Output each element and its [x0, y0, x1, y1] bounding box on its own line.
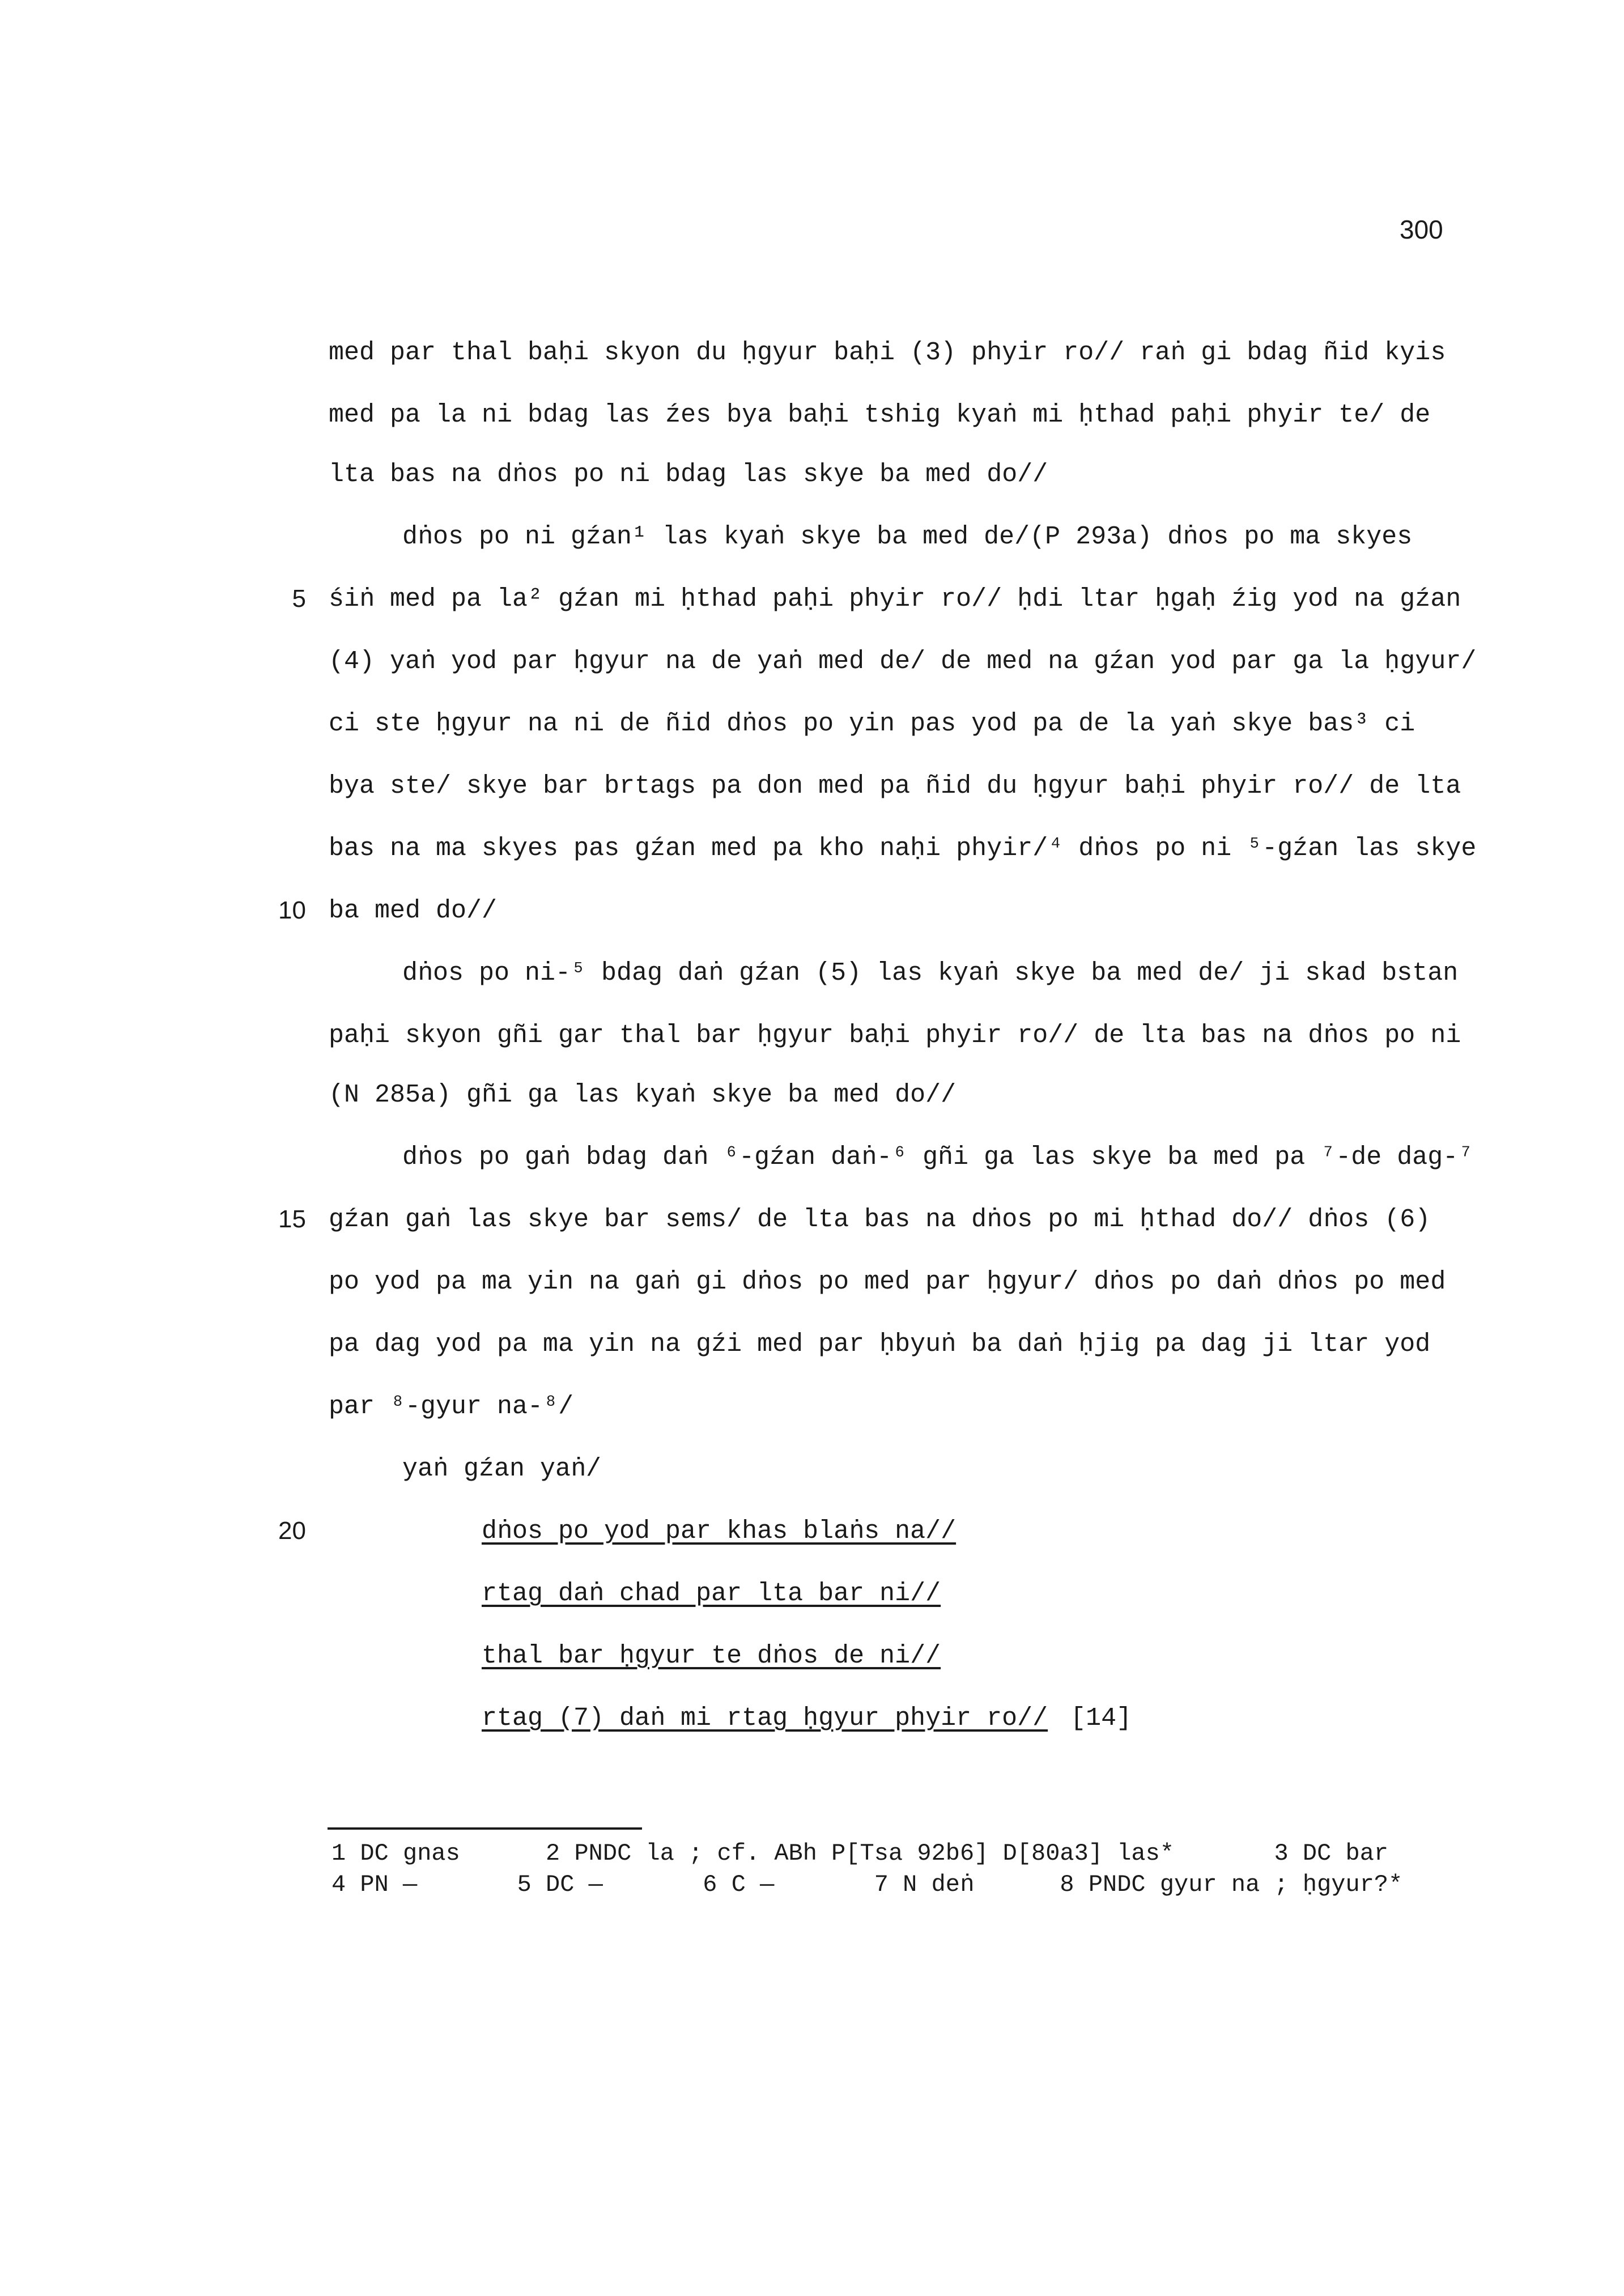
- page-number: 300: [1400, 215, 1443, 244]
- footnote-line: 1 DC gnas 2 PNDC la ; cf. ABh P[Tsa 92b6] D[80a3] las* 3 DC bar: [331, 1840, 1389, 1867]
- text-line: dṅos po gaṅ bdag daṅ ⁶-gźan daṅ-⁶ gñi ga las skye ba med pa ⁷-de dag-⁷: [402, 1143, 1474, 1172]
- footnote-divider: [328, 1827, 642, 1830]
- text-line: gźan gaṅ las skye bar sems/ de lta bas na dṅos po mi ḥthad do// dṅos (6): [329, 1205, 1431, 1234]
- text-line: dṅos po ni gźan¹ las kyaṅ skye ba med de/(P 293a) dṅos po ma skyes: [402, 522, 1413, 551]
- text-line: yaṅ gźan yaṅ/: [402, 1455, 602, 1483]
- text-line: par ⁸-gyur na-⁸/: [329, 1392, 574, 1421]
- footnote-line: 4 PN — 5 DC — 6 C — 7 N deṅ 8 PNDC gyur na ; ḥgyur?*: [331, 1871, 1403, 1898]
- text-line: ci ste ḥgyur na ni de ñid dṅos po yin pas yod pa de la yaṅ skye bas³ ci: [329, 709, 1415, 738]
- text-line: bas na ma skyes pas gźan med pa kho naḥi phyir/⁴ dṅos po ni ⁵-gźan las skye: [329, 834, 1477, 863]
- text-line: pa dag yod pa ma yin na gźi med par ḥbyuṅ ba daṅ ḥjig pa dag ji ltar yod: [329, 1330, 1431, 1359]
- line-number: 5: [292, 585, 306, 613]
- text-line: lta bas na dṅos po ni bdag las skye ba med do//: [329, 460, 1048, 489]
- verse-line-text: thal bar ḥgyur te dṅos de ni//: [482, 1642, 941, 1670]
- text-line: paḥi skyon gñi gar thal bar ḥgyur baḥi phyir ro// de lta bas na dṅos po ni: [329, 1021, 1461, 1050]
- line-number: 15: [278, 1205, 306, 1233]
- line-number: 10: [278, 896, 306, 924]
- text-line: bya ste/ skye bar brtags pa don med pa ñid du ḥgyur baḥi phyir ro// de lta: [329, 772, 1461, 801]
- line-number: 20: [278, 1517, 306, 1545]
- verse-line: [482, 1519, 1624, 1544]
- text-line: med par thal baḥi skyon du ḥgyur baḥi (3) phyir ro// raṅ gi bdag ñid kyis: [329, 338, 1446, 367]
- text-line: ba med do//: [329, 896, 498, 925]
- verse-line-text: rtag (7) daṅ mi rtag ḥgyur phyir ro//: [482, 1704, 1048, 1733]
- verse-line: [482, 1706, 1624, 1731]
- section-number: [14]: [1070, 1704, 1132, 1733]
- text-line: (N 285a) gñi ga las kyaṅ skye ba med do//: [329, 1081, 956, 1109]
- text-line: (4) yaṅ yod par ḥgyur na de yaṅ med de/ de med na gźan yod par ga la ḥgyur/: [329, 647, 1477, 676]
- text-line: med pa la ni bdag las źes bya baḥi tshig kyaṅ mi ḥthad paḥi phyir te/ de: [329, 401, 1431, 430]
- verse-line: [482, 1581, 1624, 1606]
- verse-line: [482, 1643, 1624, 1669]
- text-line: dṅos po ni-⁵ bdag daṅ gźan (5) las kyaṅ skye ba med de/ ji skad bstan: [402, 959, 1459, 988]
- text-line: śiṅ med pa la² gźan mi ḥthad paḥi phyir ro// ḥdi ltar ḥgaḥ źig yod na gźan: [329, 585, 1461, 614]
- verse-line-text: dṅos po yod par khas blaṅs na//: [482, 1517, 956, 1546]
- text-line: po yod pa ma yin na gaṅ gi dṅos po med par ḥgyur/ dṅos po daṅ dṅos po med: [329, 1268, 1446, 1296]
- verse-line-text: rtag daṅ chad par lta bar ni//: [482, 1579, 941, 1608]
